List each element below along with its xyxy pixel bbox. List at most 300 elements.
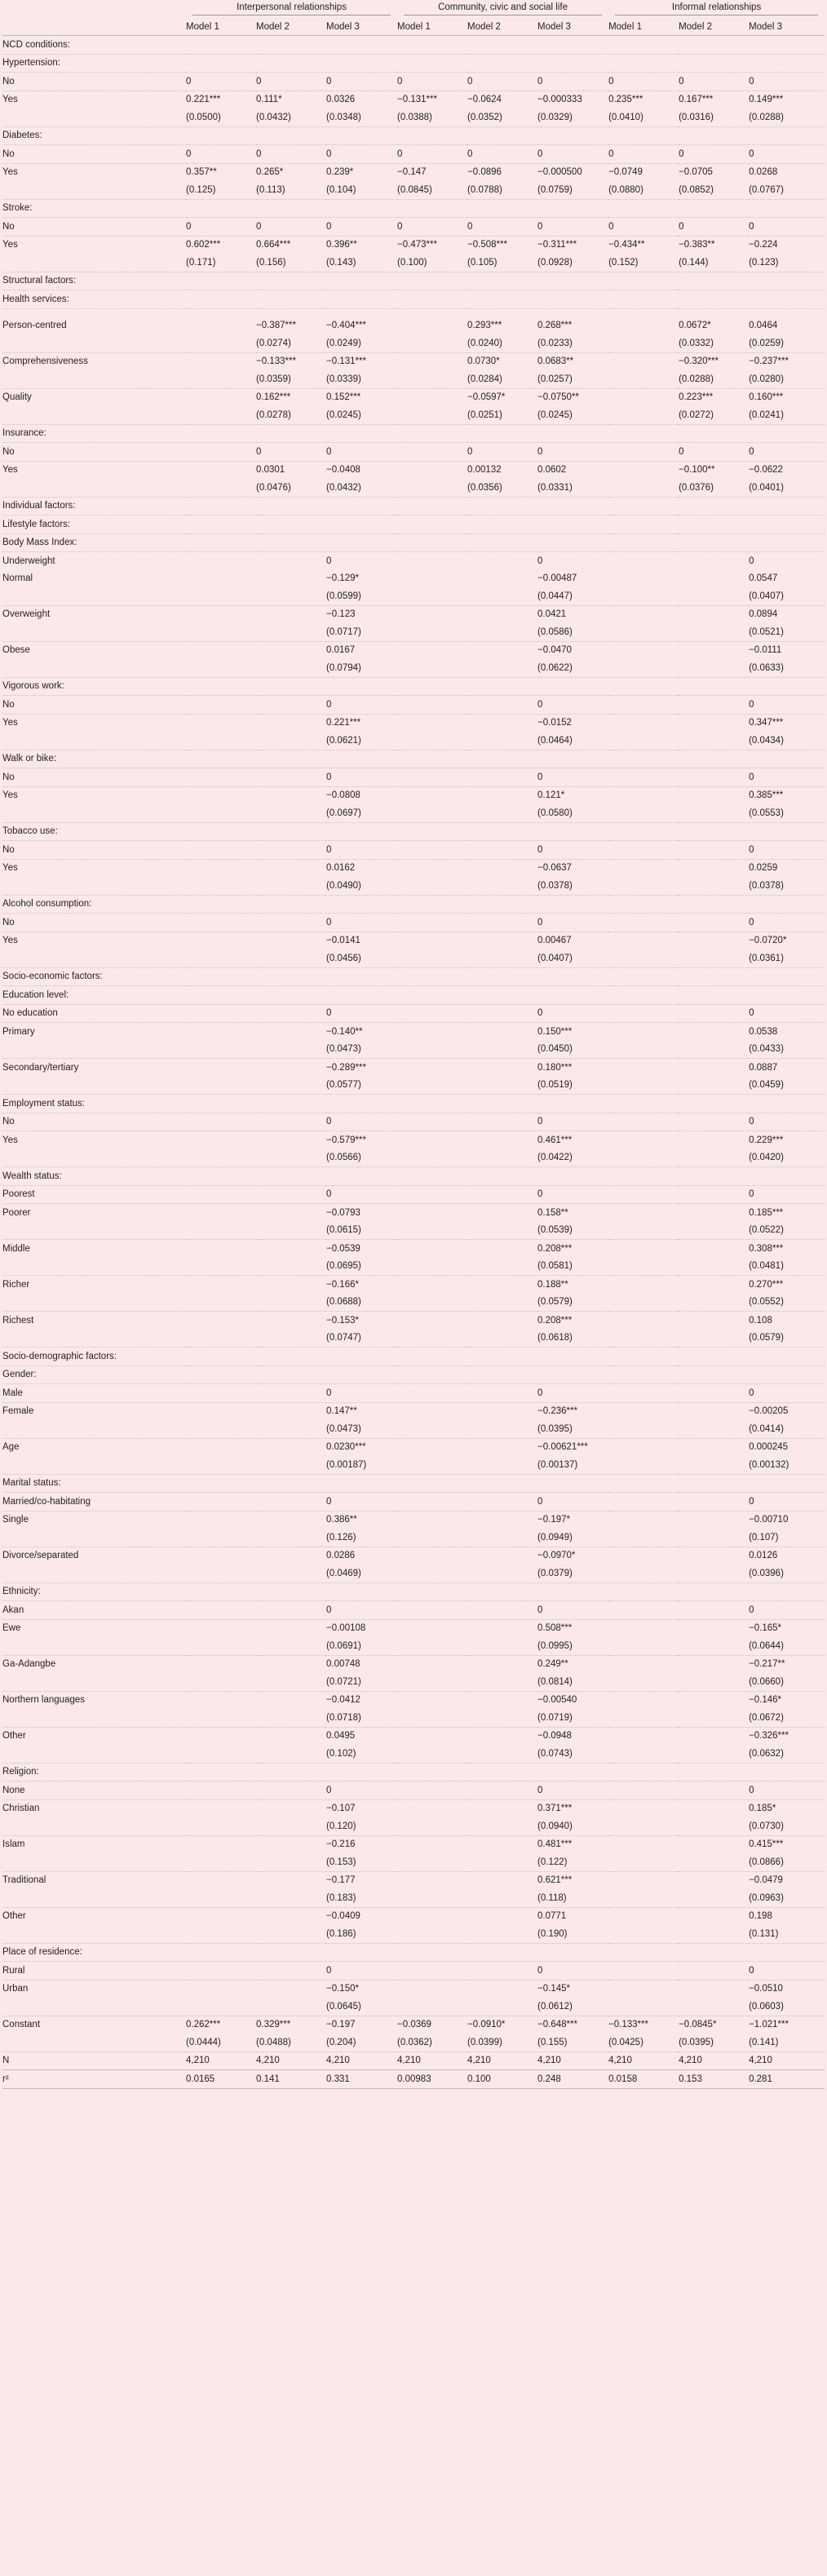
table-cell <box>256 1004 326 1023</box>
table-cell <box>608 986 679 1005</box>
table-cell: 0 <box>749 1004 825 1023</box>
table-row <box>2 1294 825 1312</box>
table-row <box>2 1980 825 1998</box>
table-cell <box>186 1493 256 1512</box>
table-cell <box>679 1601 749 1620</box>
table-cell <box>749 497 825 516</box>
row-label: Christian <box>2 1804 40 1814</box>
table-row <box>2 163 825 181</box>
table-cell <box>467 497 537 516</box>
table-cell <box>679 750 749 768</box>
table-cell <box>467 1402 537 1420</box>
table-cell: −0.387*** <box>256 321 296 331</box>
table-cell: (0.00132) <box>749 1456 825 1474</box>
table-cell <box>608 1004 679 1023</box>
table-cell <box>397 1438 467 1456</box>
table-cell: 0 <box>537 1185 608 1204</box>
table-cell: −0.217** <box>749 1659 785 1670</box>
model-header: Model 3 <box>326 18 397 36</box>
table-cell <box>679 1745 749 1763</box>
table-cell <box>608 1709 679 1727</box>
table-cell <box>608 1023 679 1041</box>
table-cell <box>467 914 537 932</box>
table-cell <box>186 1673 256 1691</box>
table-cell <box>397 1185 467 1204</box>
table-cell <box>186 841 256 860</box>
row-label: r² <box>2 2070 186 2089</box>
table-cell <box>256 1547 326 1565</box>
table-cell <box>397 54 467 73</box>
table-cell: 0 <box>537 443 608 462</box>
table-cell: 0.188** <box>537 1279 568 1290</box>
table-cell <box>397 1998 467 2016</box>
table-cell <box>537 126 608 145</box>
table-cell <box>467 1240 537 1258</box>
table-cell <box>467 587 537 605</box>
model-header: Model 3 <box>749 18 825 36</box>
table-cell <box>467 1258 537 1276</box>
table-cell: (0.0880) <box>608 181 679 199</box>
table-cell: −0.146* <box>749 1695 782 1706</box>
table-cell: 0 <box>749 1782 825 1800</box>
table-cell <box>256 1222 326 1240</box>
table-cell <box>467 1601 537 1620</box>
table-cell: (0.0852) <box>679 181 749 199</box>
table-cell <box>679 1835 749 1853</box>
table-cell <box>608 1962 679 1981</box>
table-cell <box>608 570 679 588</box>
table-row <box>2 388 825 406</box>
table-cell <box>256 1348 326 1366</box>
table-cell <box>186 1853 256 1871</box>
table-cell <box>679 1384 749 1403</box>
table-cell <box>749 750 825 768</box>
table-cell: (0.0718) <box>326 1709 397 1727</box>
table-cell <box>467 841 537 860</box>
table-cell: (0.0488) <box>256 2034 326 2052</box>
row-label: Wealth status: <box>2 1167 186 1186</box>
table-cell: 0.0158 <box>608 2070 679 2089</box>
row-label: Divorce/separated <box>2 1551 79 1561</box>
row-label: Yes <box>2 95 18 105</box>
table-cell: (0.131) <box>749 1925 825 1943</box>
table-cell <box>256 1420 326 1438</box>
table-row <box>2 73 825 91</box>
table-cell <box>679 1095 749 1113</box>
table-cell <box>186 1276 256 1294</box>
row-label: Socio-economic factors: <box>2 967 186 986</box>
table-cell: (0.0645) <box>326 1998 397 2016</box>
table-cell: 0.221*** <box>326 718 361 728</box>
table-cell <box>186 1167 256 1186</box>
row-label: Obese <box>2 645 30 656</box>
row-label: No <box>2 768 186 787</box>
table-cell <box>397 1077 467 1095</box>
table-cell <box>608 1907 679 1925</box>
table-cell <box>397 388 467 406</box>
table-cell: (0.152) <box>608 254 679 272</box>
table-cell <box>186 570 256 588</box>
table-cell <box>749 1943 825 1962</box>
table-cell <box>679 1637 749 1655</box>
table-cell: −0.00540 <box>537 1695 577 1706</box>
table-cell <box>679 1709 749 1727</box>
table-cell <box>326 290 397 309</box>
table-cell <box>186 1763 256 1782</box>
table-cell <box>397 1962 467 1981</box>
row-label <box>2 1529 186 1547</box>
table-cell <box>256 497 326 516</box>
table-cell <box>397 822 467 841</box>
table-cell <box>608 1185 679 1204</box>
table-cell <box>256 199 326 218</box>
table-cell <box>608 126 679 145</box>
table-cell: 0 <box>256 145 326 164</box>
table-cell: (0.0259) <box>749 334 825 352</box>
group-header-informal: Informal relationships <box>608 0 825 18</box>
table-cell <box>397 1853 467 1871</box>
table-cell: −0.320*** <box>679 356 719 367</box>
table-row <box>2 2034 825 2052</box>
table-cell: 0 <box>537 1962 608 1981</box>
row-label: Other <box>2 1911 26 1922</box>
table-cell <box>467 1709 537 1727</box>
table-row <box>2 1493 825 1512</box>
table-cell: 0 <box>467 218 537 237</box>
table-cell <box>397 1402 467 1420</box>
row-label: Single <box>2 1515 29 1525</box>
table-cell: −0.0948 <box>537 1731 572 1742</box>
table-cell: 0.111* <box>256 95 282 105</box>
table-cell <box>608 1113 679 1131</box>
table-cell: (0.0359) <box>256 370 326 388</box>
table-cell <box>608 1456 679 1474</box>
table-cell <box>186 1059 256 1077</box>
table-cell: (0.0490) <box>326 877 397 895</box>
table-row <box>2 199 825 218</box>
table-cell <box>186 1565 256 1582</box>
table-cell <box>467 1185 537 1204</box>
table-cell <box>256 1871 326 1889</box>
table-cell <box>679 1853 749 1871</box>
table-cell: 0 <box>537 768 608 787</box>
table-cell: 0.347*** <box>749 718 784 728</box>
table-cell: (0.0464) <box>537 732 608 750</box>
table-cell <box>397 1907 467 1925</box>
table-cell: −0.133*** <box>256 356 296 367</box>
table-cell <box>186 1004 256 1023</box>
table-cell <box>397 623 467 641</box>
table-cell: (0.0339) <box>326 370 397 388</box>
model-header: Model 1 <box>397 18 467 36</box>
table-cell <box>608 1330 679 1348</box>
table-row <box>2 714 825 732</box>
row-label <box>2 1673 186 1691</box>
table-cell <box>608 1077 679 1095</box>
table-cell: 0.308*** <box>749 1243 784 1254</box>
table-cell <box>679 1871 749 1889</box>
table-cell: 0.481*** <box>537 1839 573 1850</box>
table-cell: 0.152*** <box>326 392 361 403</box>
table-cell <box>608 895 679 914</box>
table-cell: −0.404*** <box>326 321 366 331</box>
table-cell: 0 <box>749 841 825 860</box>
table-cell <box>608 1763 679 1782</box>
table-cell: −0.0624 <box>467 95 502 105</box>
table-cell: 4,210 <box>679 2052 749 2070</box>
table-cell <box>397 986 467 1005</box>
table-cell <box>186 659 256 677</box>
table-cell: 0.162*** <box>256 392 291 403</box>
table-cell: −0.0845* <box>679 2020 717 2030</box>
table-cell: 0 <box>397 218 467 237</box>
table-cell <box>679 199 749 218</box>
table-cell: −0.0749 <box>608 167 643 178</box>
row-label: Religion: <box>2 1763 186 1782</box>
table-cell <box>467 1817 537 1835</box>
table-cell <box>256 1204 326 1222</box>
table-cell <box>679 1619 749 1637</box>
table-cell <box>467 1547 537 1565</box>
row-label: Education level: <box>2 986 186 1005</box>
table-cell <box>397 317 467 335</box>
table-cell <box>186 1925 256 1943</box>
row-label: Other <box>2 1731 26 1742</box>
table-cell: 4,210 <box>326 2052 397 2070</box>
table-cell <box>256 1041 326 1059</box>
table-cell <box>467 36 537 55</box>
table-cell <box>186 1222 256 1240</box>
table-cell <box>186 986 256 1005</box>
table-cell <box>186 1041 256 1059</box>
table-cell: −0.216 <box>326 1839 356 1850</box>
table-cell <box>397 1565 467 1582</box>
table-cell: 0.281 <box>749 2070 825 2089</box>
table-cell: 0 <box>186 145 256 164</box>
table-cell: (0.0395) <box>679 2034 749 2052</box>
table-cell <box>326 272 397 290</box>
table-cell: (0.0603) <box>749 1998 825 2016</box>
row-label: Yes <box>2 790 18 801</box>
table-cell <box>467 768 537 787</box>
table-cell <box>679 659 749 677</box>
table-cell <box>679 895 749 914</box>
table-cell <box>608 1565 679 1582</box>
row-label <box>2 370 186 388</box>
table-cell <box>397 677 467 696</box>
table-cell <box>397 1222 467 1240</box>
table-cell <box>749 290 825 309</box>
table-cell <box>679 641 749 659</box>
table-cell <box>608 677 679 696</box>
table-cell: (0.153) <box>326 1853 397 1871</box>
table-cell <box>397 290 467 309</box>
row-label: Overweight <box>2 609 51 620</box>
table-cell <box>186 623 256 641</box>
table-cell <box>186 1185 256 1204</box>
table-cell: (0.126) <box>326 1529 397 1547</box>
table-cell <box>679 841 749 860</box>
table-cell: (0.0378) <box>537 877 608 895</box>
table-cell <box>256 533 326 552</box>
table-cell: (0.0348) <box>326 108 397 126</box>
table-cell <box>608 1474 679 1493</box>
table-cell <box>256 659 326 677</box>
table-cell <box>679 587 749 605</box>
table-cell <box>749 1474 825 1493</box>
table-cell <box>256 1365 326 1384</box>
table-cell <box>467 199 537 218</box>
table-row <box>2 479 825 497</box>
table-row <box>2 1727 825 1745</box>
table-cell: (0.0395) <box>537 1420 608 1438</box>
row-label: Traditional <box>2 1875 46 1886</box>
table-cell <box>679 804 749 822</box>
table-cell <box>256 1619 326 1637</box>
table-cell: (0.0420) <box>749 1149 825 1167</box>
row-label <box>2 1817 186 1835</box>
table-cell: (0.0581) <box>537 1258 608 1276</box>
table-cell <box>256 1998 326 2016</box>
table-cell: 0 <box>608 73 679 91</box>
table-cell <box>679 1547 749 1565</box>
table-cell: 0.0683** <box>537 356 574 367</box>
table-row <box>2 1330 825 1348</box>
table-cell: 0.149*** <box>749 95 784 105</box>
table-cell <box>186 370 256 388</box>
table-cell <box>608 1095 679 1113</box>
table-row <box>2 1240 825 1258</box>
table-cell <box>397 605 467 623</box>
table-cell: 0 <box>537 914 608 932</box>
table-cell <box>256 54 326 73</box>
table-cell <box>256 804 326 822</box>
table-cell <box>256 1889 326 1907</box>
table-cell <box>256 786 326 804</box>
table-cell <box>608 1312 679 1330</box>
table-cell <box>679 605 749 623</box>
table-cell <box>186 1871 256 1889</box>
table-cell <box>186 406 256 424</box>
table-cell <box>256 516 326 534</box>
table-cell <box>679 967 749 986</box>
table-cell <box>256 768 326 787</box>
table-cell: 0 <box>326 1185 397 1204</box>
table-cell: (0.0580) <box>537 804 608 822</box>
table-cell <box>537 1348 608 1366</box>
row-label: Ga-Adangbe <box>2 1659 56 1670</box>
table-cell: (0.186) <box>326 1925 397 1943</box>
table-cell <box>326 1365 397 1384</box>
table-cell <box>397 914 467 932</box>
row-label <box>2 1925 186 1943</box>
table-cell <box>608 1420 679 1438</box>
table-cell <box>186 443 256 462</box>
table-cell <box>397 1294 467 1312</box>
table-cell <box>608 659 679 677</box>
table-cell <box>397 696 467 715</box>
row-label: Poorest <box>2 1185 186 1204</box>
table-cell <box>467 786 537 804</box>
table-cell <box>397 714 467 732</box>
table-cell: (0.204) <box>326 2034 397 2052</box>
table-row <box>2 1113 825 1131</box>
table-row <box>2 1023 825 1041</box>
table-cell <box>397 443 467 462</box>
table-cell <box>256 1438 326 1456</box>
table-cell <box>326 497 397 516</box>
table-cell: 0.0602 <box>537 465 567 476</box>
table-cell <box>679 768 749 787</box>
table-cell <box>256 1943 326 1962</box>
table-cell <box>749 1763 825 1782</box>
table-cell <box>537 533 608 552</box>
row-label: Yes <box>2 718 18 728</box>
table-cell <box>256 1529 326 1547</box>
table-cell <box>679 1907 749 1925</box>
row-label <box>2 1998 186 2016</box>
table-cell <box>608 605 679 623</box>
table-cell <box>749 677 825 696</box>
row-label: None <box>2 1782 186 1800</box>
table-cell: −0.0896 <box>467 167 502 178</box>
table-cell <box>397 804 467 822</box>
row-label: Married/co-habitating <box>2 1493 186 1512</box>
table-cell <box>608 714 679 732</box>
row-label: Middle <box>2 1243 30 1254</box>
table-cell: 0.0894 <box>749 609 778 620</box>
table-cell <box>679 1023 749 1041</box>
table-cell <box>608 1925 679 1943</box>
table-cell <box>186 1998 256 2016</box>
table-row <box>2 145 825 164</box>
table-cell <box>537 1943 608 1962</box>
row-label: NCD conditions: <box>2 36 186 55</box>
table-cell: (0.0940) <box>537 1817 608 1835</box>
table-cell <box>467 516 537 534</box>
table-cell: 0 <box>326 145 397 164</box>
table-cell <box>467 641 537 659</box>
table-cell <box>256 1493 326 1512</box>
table-cell: 0.371*** <box>537 1804 573 1814</box>
table-cell <box>256 1727 326 1745</box>
table-cell: (0.0434) <box>749 732 825 750</box>
table-cell: 0 <box>679 218 749 237</box>
table-row <box>2 1962 825 1981</box>
table-cell <box>608 1294 679 1312</box>
table-cell: (0.00137) <box>537 1456 608 1474</box>
table-cell: −0.0111 <box>749 645 782 656</box>
table-cell <box>467 750 537 768</box>
table-cell: 0.621*** <box>537 1875 573 1886</box>
table-row <box>2 424 825 443</box>
table-row <box>2 254 825 272</box>
table-cell <box>256 1799 326 1817</box>
table-cell: (0.102) <box>326 1745 397 1763</box>
table-cell <box>326 126 397 145</box>
table-cell: 0 <box>326 73 397 91</box>
table-cell: 0.160*** <box>749 392 784 403</box>
table-cell <box>397 659 467 677</box>
table-cell <box>186 334 256 352</box>
table-cell <box>397 1582 467 1601</box>
table-cell <box>679 1420 749 1438</box>
table-row <box>2 877 825 895</box>
table-row <box>2 859 825 877</box>
table-cell <box>679 1222 749 1240</box>
table-cell <box>608 1149 679 1167</box>
table-cell <box>256 1402 326 1420</box>
